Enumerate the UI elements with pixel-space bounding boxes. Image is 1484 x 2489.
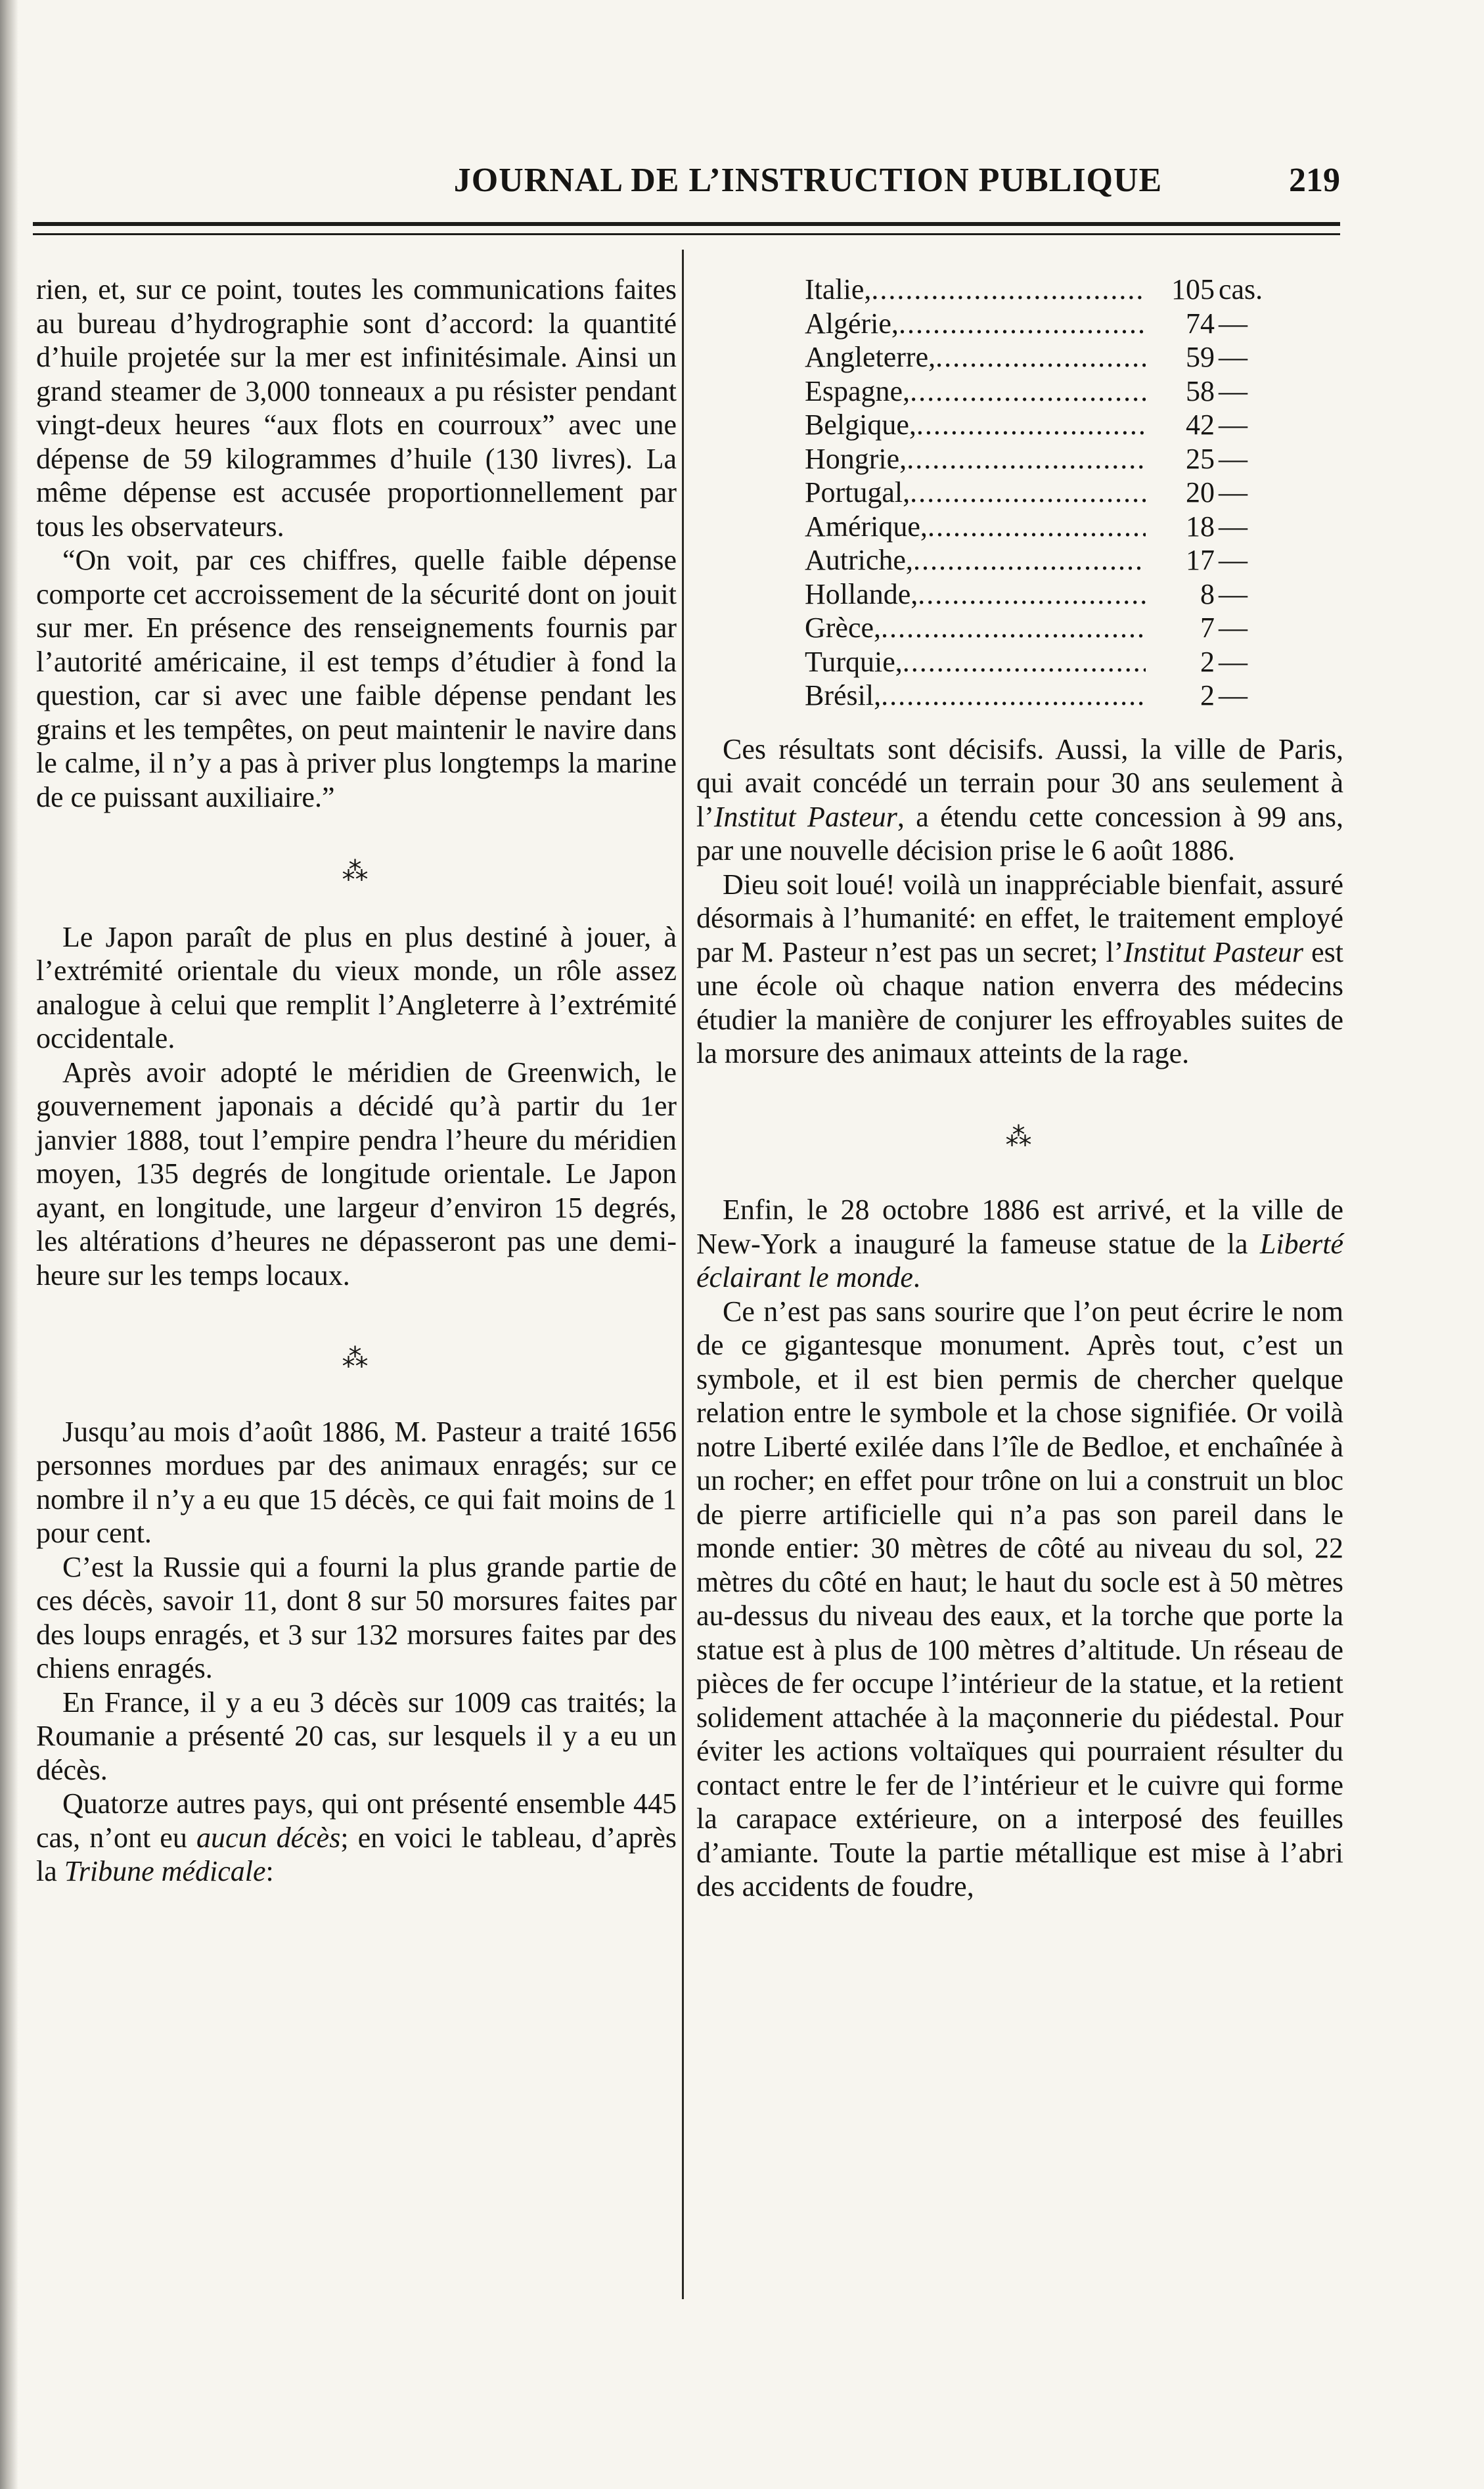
dot-leader [916,408,1146,442]
country-name: Turquie, [805,645,903,678]
country-name: Hollande, [805,577,918,610]
dot-leader [907,442,1146,476]
country-name: Autriche, [805,544,913,576]
paragraph-oil-usage: rien, et, sur ce point, toutes les communications faites au bureau d’hydrographie sont d’accord: la quantité d’huile projetée sur la mer est infinitésimale. Ainsi un grand steamer de 3,000 tonneaux a pu résister pendant vingt-deux heures “aux flots en courroux” avec une dépense de 59 kilogrammes d’huile (130 livres). La même dépense est accusée proportionnellement par tous les observateurs. [36,273,677,543]
italic-run: aucun décès [196,1821,341,1854]
italic-run: Tribune médicale [64,1855,266,1887]
paragraph-japan-meridian: Après avoir adopté le méridien de Greenwich, le gouvernement japonais a décidé qu’à partir du 1er janvier 1888, tout l’empire pendra l’heure du méridien moyen, 135 degrés de longitude orientale. Le Japon ayant, en longitude, une largeur d’environ 15 degrés, les altérations d’heures ne dépasseront pas une demi-heure sur les temps locaux. [36,1056,677,1291]
paragraph-france: En France, il y a eu 3 décès sur 1009 cas traités; la Roumanie a présenté 20 cas, sur lesquels il y a eu un décès. [36,1686,677,1786]
case-unit: — [1219,510,1248,543]
case-unit: — [1219,612,1248,644]
country-name: Espagne, [805,374,911,407]
scan-edge-shadow [0,0,18,2489]
text-run: Quatorze autres pays, qui ont présenté ensemble 445 cas, n’ont eu [36,1787,677,1854]
running-header [276,161,1340,213]
section-separator: ⁂ [1005,1121,1035,1152]
text-run: Ces résultats sont décisifs. Aussi, la ville de Paris, qui avait concédé un terrain pour 30 ans seulement à l’ [696,732,1343,833]
italic-run: Institut Pasteur [713,800,897,833]
section-separator: ⁂ [342,1343,371,1373]
dot-leader [899,307,1146,341]
country-name: Belgique, [805,409,916,441]
text-run: Enfin, le 28 octobre 1886 est arrivé, et la ville de New-York a inauguré la fameuse statue de la [696,1194,1343,1260]
case-unit: — [1219,409,1248,441]
case-count: 7 [1200,612,1215,644]
dot-leader [928,510,1146,544]
case-count: 8 [1200,577,1215,610]
table-row [805,510,1291,544]
page-number: 219 [1289,162,1340,199]
text-run: ; en voici le tableau, d’après la [36,1821,677,1887]
text-run: , a étendu cette concession à 99 ans, par une nouvelle décision prise le 6 août 1886. [696,800,1343,866]
table-row [805,442,1291,476]
country-cases-table [805,273,1291,713]
table-row [805,340,1291,374]
case-count: 74 [1186,307,1215,340]
country-name: Algérie, [805,307,899,340]
case-count: 25 [1186,442,1215,475]
left-column [36,273,677,1889]
table-row [805,273,1291,307]
dot-leader [871,273,1146,307]
table-row [805,307,1291,341]
table-row [805,679,1291,713]
case-unit: — [1219,476,1248,508]
italic-run: Institut Pasteur [1123,935,1304,968]
table-row [805,543,1291,577]
dot-leader [913,543,1146,577]
paragraph-paris-concession [696,732,1343,868]
text-run: . [912,1261,920,1293]
case-count: 42 [1186,409,1215,441]
case-count: 58 [1186,374,1215,407]
country-name: Italie, [805,273,872,305]
case-unit: — [1219,442,1248,475]
table-row [805,374,1291,409]
paragraph-pasteur-cases: Jusqu’au mois d’août 1886, M. Pasteur a traité 1656 personnes mordues par des animaux enragés; sur ce nombre il n’y a eu que 15 décès, ce qui fait moins de 1 pour cent. [36,1415,677,1549]
table-row [805,611,1291,645]
dot-leader [918,577,1146,612]
country-name: Angleterre, [805,341,936,373]
paragraph-statue-inauguration [696,1193,1343,1295]
country-name: Amérique, [805,510,928,543]
column-divider [682,250,684,2299]
paragraph-oil-quote: “On voit, par ces chiffres, quelle faible dépense comporte cet accroissement de la sécurité dont on jouit sur mer. En présence des renseignements fournis par l’autorité américaine, il est temps d’étudier à fond la question, car si avec une faible dépense pendant les grains et les tempêtes, on peut maintenir le navire dans le calme, il n’y a pas à priver plus longtemps la marine de ce puissant auxiliaire.” [36,544,677,813]
case-unit: — [1219,307,1248,340]
case-unit: — [1219,577,1248,610]
table-row [805,645,1291,679]
dot-leader [903,645,1146,679]
country-name: Portugal, [805,476,911,508]
case-count: 105 [1171,273,1215,305]
right-column [696,273,1343,1904]
case-unit: — [1219,544,1248,576]
case-count: 17 [1186,544,1215,576]
section-separator: ⁂ [342,857,371,886]
italic-run: Liberté éclairant le monde [696,1227,1343,1293]
text-run: : [265,1855,274,1887]
paragraph-other-countries [36,1787,677,1889]
paragraph-statue-description: Ce n’est pas sans sourire que l’on peut écrire le nom de ce gigantesque monument. Après tout, c’est un symbole, et il est bien permis de chercher quelque relation entre le symbole et la chose signifiée. Or voilà notre Liberté exilée dans l’île de Bedloe, et enchaînée à un rocher; en effet pour trône on lui a construit un bloc de pierre artificielle qui n’a pas son pareil dans le monde entier: 30 mètres de côté au niveau du sol, 22 mètres du côté en haut; le haut du socle est à 50 mètres au-dessus du niveau des eaux, et la torche que porte la statue est à plus de 100 mètres d’altitude. Un réseau de pièces de fer occupe l’intérieur de la statue, et la retient solidement attachée à la maçonnerie du piédestal. Pour éviter les actions voltaïques qui pourraient résulter du contact entre le fer de l’intérieur et le cuivre qui forme la carapace extérieure, on a interposé des feuilles d’amiante. Toute la partie métallique est mise à l’abri des accidents de foudre, [696,1295,1343,1902]
case-count: 18 [1186,510,1215,543]
case-count: 20 [1186,476,1215,508]
country-name: Hongrie, [805,442,907,475]
case-count: 2 [1200,679,1215,711]
text-run: est une école où chaque nation enverra des médecins étudier la manière de conjurer les effroyables suites de la morsure des animaux atteints de la rage. [696,935,1343,1069]
dot-leader [935,340,1146,374]
case-count: 59 [1186,341,1215,373]
header-rule-thin [33,233,1340,235]
table-row [805,476,1291,510]
dot-leader [881,611,1146,645]
case-count: 2 [1200,645,1215,678]
dot-leader [910,374,1146,409]
text-run: Dieu soit loué! voilà un inappréciable bienfait, assuré désormais à l’humanité: en effet, le traitement employé par M. Pasteur n’est pas un secret; l’ [696,868,1343,968]
case-unit: — [1219,374,1248,407]
case-unit: — [1219,341,1248,373]
paragraph-pasteur-institute [696,868,1343,1071]
table-row [805,577,1291,612]
journal-title: JOURNAL DE L’INSTRUCTION PUBLIQUE [453,162,1163,199]
header-rule-thick [33,222,1340,226]
case-unit: cas. [1219,273,1263,305]
country-name: Brésil, [805,679,882,711]
paragraph-russia: C’est la Russie qui a fourni la plus grande partie de ces décès, savoir 11, dont 8 sur 50 morsures faites par des loups enragés, et 3 sur 132 morsures faites par des chiens enragés. [36,1550,677,1684]
case-unit: — [1219,679,1248,711]
dot-leader [881,679,1146,713]
country-name: Grèce, [805,612,882,644]
dot-leader [910,476,1146,510]
table-row [805,408,1291,442]
paragraph-japan-role: Le Japon paraît de plus en plus destiné à jouer, à l’extrémité orientale du vieux monde, un rôle assez analogue à celui que remplit l’Angleterre à l’extrémité occidentale. [36,920,677,1054]
case-unit: — [1219,645,1248,678]
